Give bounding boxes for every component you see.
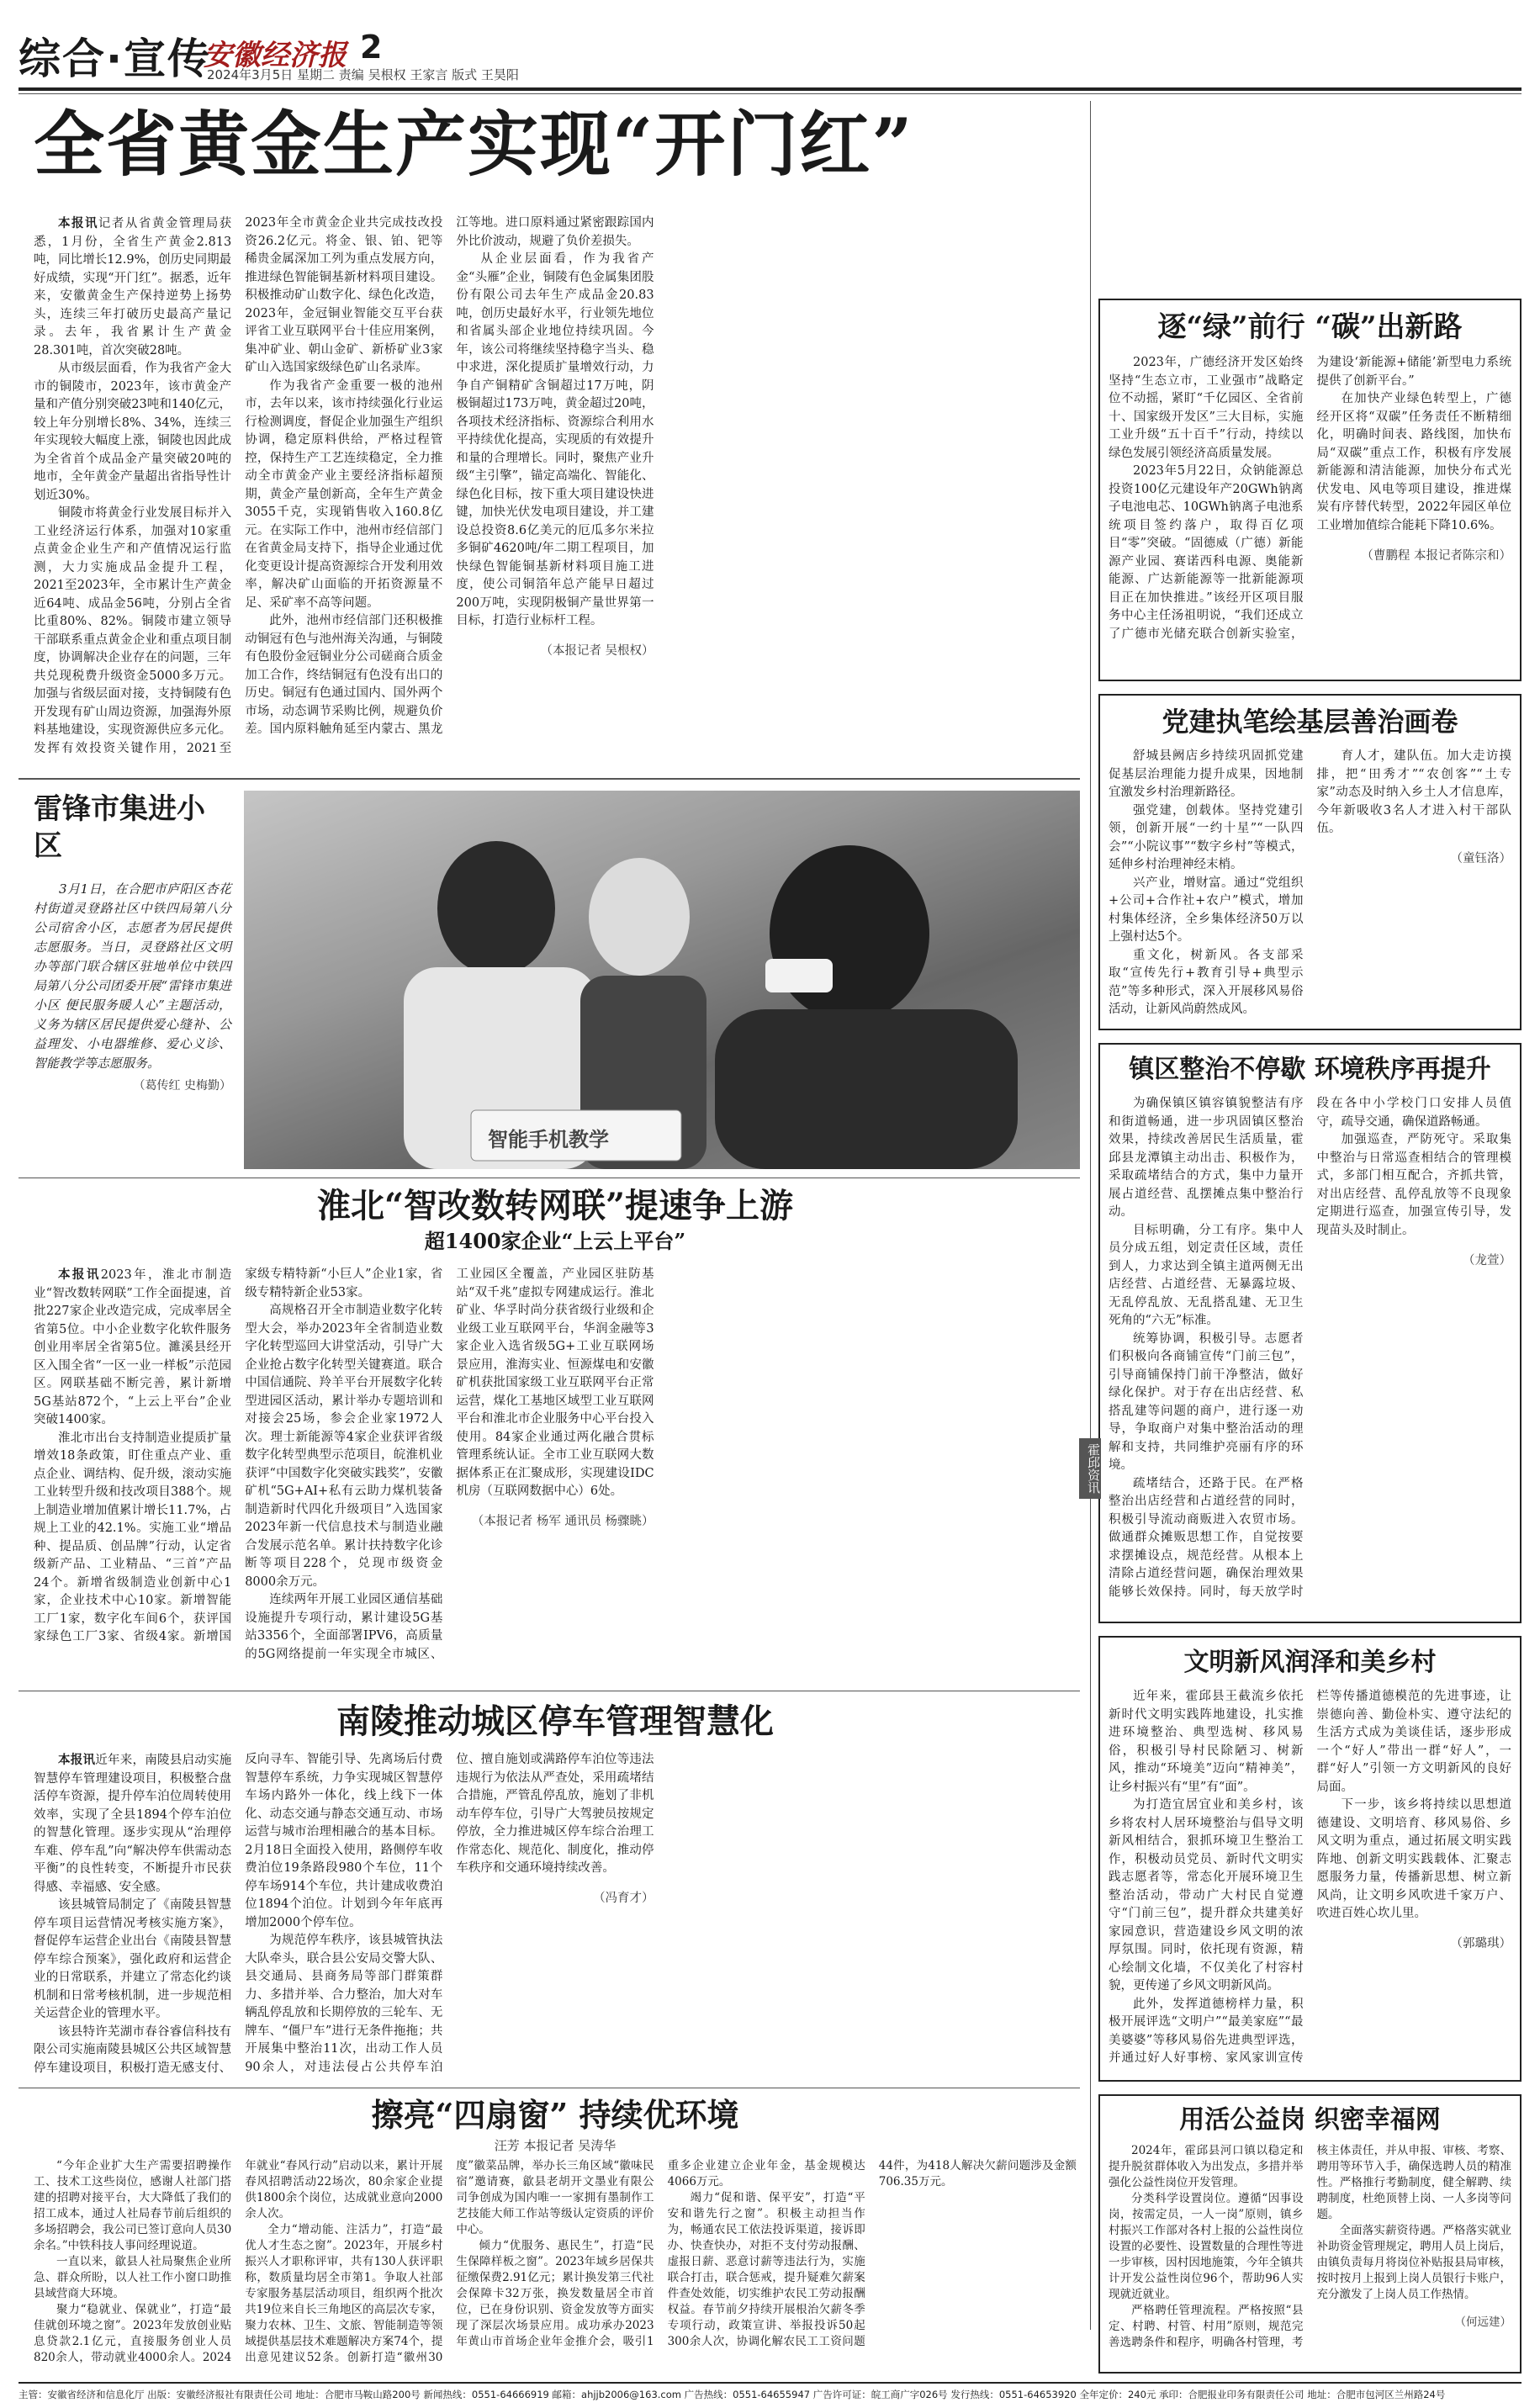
side-story-paragraph: 近年来，霍邱县王截流乡依托新时代文明实践阵地建设，扎实推进环境整治、典型选树、移风易俗，积极引导村民除陋习、树新风，推动“环境美”迈向“精神美”，让乡村振兴有“里”有“面”。 [1109, 1690, 1304, 1794]
nanling-paragraph: 近年来，南陵县启动实施智慧停车管理建设项目，积极整合盘活停车资源，提升停车泊位周转使用效率，实现了全县1894个停车泊位的智慧化管理。逐步实现从“治理停车难、停车乱”向“解决停车供需动态平衡”的良性转变，不断提升市民获得感、幸福感、安全感。 [34, 1754, 232, 1894]
side-story-paragraph: 2023年，广德经济开发区始终坚持“生态立市，工业强市”战略定位不动摇，紧盯“千亿园区、全省前十、国家级开发区”三大目标，实施工业升级“五十百千”行动，持续以绿色发展引领经济高质量发展。 [1109, 356, 1304, 460]
side-story-paragraph: 统筹协调，积极引导。志愿者们积极向各商铺宣传“门前三包”，引导商铺保持门前干净整洁，做好绿化保护。对于存在出店经营、私搭乱建等问题的商户，进行逐一劝导，争取商户对集中整治活动的理解和支持，共同维护亮丽有序的环境。 [1109, 1331, 1304, 1472]
chuanglian-title: 擦亮“四扇窗” 持续优环境 [371, 2096, 739, 2134]
side-story-paragraph: 下一步，该乡将持续以思想道德建设、文明培育、移风易俗、乡风文明为重点，通过拓展文明实践阵地、创新文明实践载体、汇聚志愿服务力量，传播新思想、树立新风尚，让文明乡风吹进千家万户、吹进百姓心坎儿里。 [1316, 1798, 1511, 1920]
column-divider [1090, 101, 1091, 2330]
lead-paragraph: 作为我省产金重要一极的池州市，去年以来，该市持续强化行业运行检测调度，督促企业加强生产组织协调，稳定原料供给，严格过程管控，保持生产工艺连续稳定，全力推动全市黄金产业主要经济指标超预期，黄金产量创新高，全年生产黄金3055千克，实现销售收入160.8亿元。在实际工作中，池州市经信部门在省黄金局支持下，指导企业通过优化变更设计提高资源综合开发利用效率，解决矿山面临的开拓资源量不足、采矿率不高等问题。 [245, 378, 443, 610]
lead-article [34, 214, 1077, 774]
side-story-title: 党建执笔绘基层善治画卷 [1162, 706, 1458, 738]
masthead-rule [19, 87, 1521, 91]
side-story-title: 逐“绿”前行 “碳”出新路 [1157, 310, 1463, 344]
side-story-public-welfare [1098, 2094, 1521, 2374]
chuanglian-paragraph: 竭力“促和谐、保平安”，打造“平安和谐先行之窗”。积极主动担当作为，畅通农民工依法投诉渠道，接诉即办、快查快办，对拒不支付劳动报酬、虚报日薪、恶意讨薪等违法行为，实施联合打击，联合惩戒，提升疑难欠薪案件查处效能，切实维护农民工劳动报酬权益。春节前夕持续开展根治欠薪冬季专项行动，政策宣讲、举报投诉50起300余人次，协调化解农民工工资问题44件，为418人解决欠薪问题涉及金额706.35万元。 [667, 2159, 1077, 2348]
side-story-paragraph: 2023年5月22日，众钠能源总投资100亿元建设年产20GWh钠离子电池电芯、10GWh钠离子电池系统项目签约落户，取得百亿项目“零”突破。“固德威（广德）新能源产业园、赛诺西科电源、奥能新能源、广达新能源等一批新能源项目正在加快推进。”该经开区项目服务中心主任汤祖明说，“我们还成立了广德市光储充联合创新实验室，为建设‘新能源+储能’新型电力系统提供了创新平台。” [1109, 356, 1511, 641]
side-story-paragraph: 为打造宜居宜业和美乡村，该乡将农村人居环境整治与倡导文明新风相结合，狠抓环境卫生整治工作，积极动员党员、新时代文明实践志愿者等，常态化开展环境卫生整治活动，带动广大村民自觉遵守“门前三包”，提升群众共建美好家园意识，营造建设乡风文明的浓厚氛围。同时，依托现有资源，精心绘制文化墙，不仅美化了村容村貌，更传递了乡风文明新风尚。 [1109, 1798, 1304, 1993]
section-label: 综合·宣传 [19, 34, 211, 83]
huaibei-subtitle: 超1400家企业“上云上平台” [424, 1229, 686, 1253]
footer-rule [19, 2382, 1521, 2384]
paper-name: 安徽经济报 [204, 39, 347, 72]
chuanglian-article [34, 2158, 1077, 2373]
photo-sign-text: 智能手机教学 [488, 1128, 609, 1151]
nanling-credit: （冯育才） [593, 1892, 654, 1905]
photo-illustration [244, 791, 1080, 1169]
nanling-paragraph: 该县特许芜湖市春谷睿信科技有限公司实施南陵县城区公共区域智慧停车建设项目，积极打造无感支付、反向寻车、智能引导、先离场后付费智慧停车系统，力争实现城区智慧停车场内路外一体化，线上线下一体化、动态交通与静态交通互动、市场运营与城市治理相融合的基本目标。2月18日全面投入使用，路侧停车收费泊位19条路段980个车位，11个停车场914个车位，共计建成收费泊位1894个泊位。计划到今年年底再增加2000个停车位。 [34, 1753, 443, 2075]
side-story-title: 镇区整治不停歇 环境秩序再提升 [1129, 1055, 1491, 1084]
side-story-town-renovation [1098, 1043, 1521, 1623]
photo-story-title: 雷锋市集进小区 [34, 792, 205, 863]
nanling-dateline: 本报讯 [58, 1753, 96, 1767]
masthead-rule-thin [19, 93, 1521, 94]
side-story-credit: （龙萱） [1463, 1253, 1511, 1268]
side-story-paragraph: 育人才，建队伍。加大走访摸排，把“田秀才”“农创客”“土专家”动态及时纳入乡土人才信息库，今年新吸收3名人才进入村干部队伍。 [1316, 749, 1511, 835]
side-story-paragraph: 全面落实薪资待遇。严格落实就业补助资金管理规定，聘用人员上岗后，由镇负责每月将岗位补贴报县局审核，按时按月上报到上岗人员银行卡账户，充分激发了上岗人员工作热情。 [1316, 2224, 1511, 2301]
side-story-green-development [1098, 299, 1521, 681]
photo-story-caption-block [34, 791, 231, 1169]
side-story-paragraph: 2024年，霍邱县河口镇以稳定和提升脱贫群体收入为出发点，多措并举强化公益性岗位开发管理。 [1109, 2144, 1304, 2189]
photo-story-text: 3月1日，在合肥市庐阳区杏花村街道灵登路社区中铁四局第八分公司宿舍小区，志愿者为居民提供志愿服务。当日，灵登路社区文明办等部门联合辖区驻地单位中铁四局第八分公司团委开展“雷锋市集进小区 便民服务暖人心”主题活动，义务为辖区居民提供爱心缝补、公益理发、小电器维修、爱心义诊、智能教学等志愿服务。 [34, 881, 231, 1071]
huaibei-paragraph: 高规格召开全市制造业数字化转型大会，举办2023年全省制造业数字化转型巡回大讲堂活动，引导广大企业抢占数字化转型关键赛道。联合中国信通院、羚羊平台开展数字化转型进园区活动，累计举办专题培训和对接会25场，参会企业家1972人次。理士新能源等4家企业获评省级数字化转型典型示范项目，皖淮机业获评“中国数字化突破实践奖”，安徽矿机“5G+AI+私有云助力煤机装备制造新时代四化升级项目”入选国家2023年新一代信息技术与制造业融合发展示范名单。累计扶持数字化诊断等项目228个，兑现市级资金8000余万元。 [245, 1304, 443, 1589]
footer-info: 主管：安徽省经济和信息化厅 出版：安徽经济报社有限责任公司 地址：合肥市马鞍山路200号 新闻热线：0551-64666919 邮箱：ahjjb2006@163.com 广告热线：0551-64655947 广告许可证：皖工商广字026号 发行热线：0551-64653920 全年定价：240元 承印：合肥报业印务有限责任公司 地址：合肥市包河区兰州路24号 [19, 2389, 1446, 2400]
chuanglian-paragraph: 倾力“优服务、惠民生”，打造“民生保障样板之窗”。2023年域乡居保共征缴保费2.91亿元；累计换发第三代社会保障卡32万张，换发数量居全市首位，已在身份识别、资金发放等方面实现了深层次场景应用。成功承办2023年黄山市首场企业年金推介会，吸引1重多企业建立企业年金，基金规模达4066万元。 [456, 2159, 865, 2348]
region-stamp: 霍邱资讯 [1079, 1438, 1101, 1499]
side-story-paragraph: 分类科学设置岗位。遵循“因事设岗，按需定员，一人一岗”原则，镇乡村振兴工作部对各村上报的公益性岗位设置的必要性、设置数量的合理性等进一步审核，因村因地施策，今年全镇共计开发公益性岗位96个，帮助96人实现就近就业。 [1109, 2192, 1304, 2301]
lead-paragraph: 记者从省黄金管理局获悉，1月份，全省生产黄金2.813吨，同比增长12.9%，创历史同期最好成绩，实现“开门红”。据悉，近年来，安徽黄金生产保持逆势上扬势头，连续三年打破历史最高产量记录。去年，我省累计生产黄金28.301吨，首次突破28吨。 [34, 217, 232, 357]
issue-meta: 2024年3月5日 星期二 责编 吴根权 王家言 版式 王昊阳 [207, 67, 519, 82]
section-rule [19, 778, 1080, 780]
huaibei-paragraph: 2023年，淮北市制造业“智改数转网联”工作全面提速，首批227家企业改造完成，完成率居全省第5位。中小企业数字化软件服务创业用率居全省第5位。濉溪县经开区入围全省“一区一业一样板”示范园区。网联基础不断完善，累计新增5G基站872个，“上云上平台”企业突破1400家。 [34, 1268, 232, 1426]
nanling-paragraph: 该县城管局制定了《南陵县智慧停车项目运营情况考核实施方案》，督促停车运营企业出台《南陵县智慧停车综合预案》，强化政府和运营企业的日常联系，并建立了常态化约谈机制和日常考核机制，进一步规范相关运营企业的管理水平。 [34, 1898, 232, 2020]
huaibei-article [34, 1266, 1077, 1678]
side-story-paragraph: 疏堵结合，还路于民。在严格整治出店经营和占道经营的同时，积极引导流动商贩进入农贸市场。做通群众摊贩思想工作，自觉按要求摆摊设点，规范经营。从根本上清除占道经营问题，确保治理效果能够长效保持。同时，每天放学时段在各中小学校门口安排人员值守，疏导交通，确保道路畅通。 [1109, 1097, 1511, 1599]
chuanglian-paragraph: 一直以来，歙县人社局聚焦企业所急、群众所盼，以人社工作小窗口助推县域营商大环境。 [34, 2255, 232, 2300]
side-story-title: 文明新风润泽和美乡村 [1183, 1648, 1437, 1677]
lead-paragraph: 从市级层面看，作为我省产金大市的铜陵市，2023年，该市黄金产量和产值分别突破23吨和140亿元，较上年分别增长8%、34%，连续三年实现较大幅度上涨，铜陵也因此成为全省首个成品金产量突破20吨的地市，全年黄金产量超出省指导性计划近30%。 [34, 362, 232, 502]
chuanglian-byline: 汪芳 本报记者 吴涛华 [494, 2138, 617, 2153]
chuanglian-paragraph: 全力“增动能、注活力”，打造“最优人才生态之窗”。2023年，开展乡村振兴人才职称评审，共有130人获评职称，数质量均居全市第1。争取人社部专家服务基层活动项目，组织两个批次共19位来自长三角地区的高层次专家，聚力农林、卫生、文旅、智能制造等领域提供基层技术难题解决方案74个，提出意见建议52条。创新打造“徽州30度”徽菜品牌，举办长三角区域“徽味民宿”邀请赛，歙县老胡开文墨业有限公司争创成为国内唯一一家拥有墨制作工艺技能大师工作站等级认定资质的评价中心。 [245, 2159, 654, 2364]
photo-volunteers [244, 791, 1080, 1169]
side-story-paragraph: 兴产业，增财富。通过“党组织+公司+合作社+农户”模式，增加村集体经济，全乡集体经济50万以上强村达5个。 [1109, 876, 1304, 944]
photo-story-credit: （葛传红 史梅勤） [133, 1079, 231, 1093]
side-story-paragraph: 重文化，树新风。各支部采取“宣传先行+教育引导+典型示范”等多种形式，深入开展移风易俗活动，让新风尚蔚然成风。 [1109, 948, 1304, 1016]
side-story-credit: （童钰洛） [1450, 852, 1511, 865]
nanling-paragraph: 为规范停车秩序，该县城管执法大队牵头，联合县公安局交警大队、县交通局、县商务局等部门群策群力、多措并举、合力整治，加大对车辆乱停乱放和长期停放的三轮车、无牌车、“僵尸车”进行无条件拖拖；共开展集中整治11次，出动工作人员90余人，对违法侵占公共停车泊位、擅自施划或满路停车泊位等违法违规行为依法从严查处，采用疏堵结合措施，严管乱停乱放，施划了非机动车停车位，引导广大驾驶员按规定停放，全力推进城区停车综合治理工作常态化、规范化、制度化，推动停车秩序和交通环境持续改善。 [245, 1753, 654, 2074]
side-story-paragraph: 强党建，创载体。坚持党建引领，创新开展“一约十星”“一队四会”“小院议事”“数字乡村”等模式，延伸乡村治理神经末梢。 [1109, 803, 1304, 871]
side-story-paragraph: 舒城县阙店乡持续巩固抓党建促基层治理能力提升成果，因地制宜激发乡村治理新路径。 [1109, 749, 1304, 799]
lead-paragraph: 铜陵市将黄金行业发展目标并入工业经济运行体系，加强对10家重点黄金企业生产和产值情况运行监测，大力实施成品金提升工程，2021至2023年，全市累计生产黄金近64吨、成品金56吨，分别占全省比重80%、82%。铜陵市建立领导干部联系重点黄金企业和重点项目制度，协调解决企业存在的问题，三年共兑现税费升级资金5000多万元。加强与省级层面对接，支持铜陵有色开发现有矿山周边资源，加强海外原料基地建设，实现资源供应多元化。发挥有效投资关键作用，2021至2023年全市黄金企业共完成技改投资26.2亿元。将金、银、铂、钯等稀贵金属深加工列为重点发展方向，推进绿色智能铜基新材料项目建设。积极推动矿山数字化、绿色化改造，2023年，金冠铜业智能交互平台获评省工业互联网平台十佳应用案例，集冲矿业、朝山金矿、新桥矿业3家矿山入选国家级绿色矿山名录库。 [34, 216, 443, 755]
side-story-credit: （郭璐琪） [1450, 1937, 1511, 1950]
nanling-article [34, 1751, 1077, 2079]
side-story-paragraph: 在加快产业绿色转型上，广德经开区将“双碳”任务责任不断精细化，明确时间表、路线图，加快布局“双碳”重点工作，积极有序发展新能源和清洁能源，加快分布式光伏发电、风电等项目建设，推进煤炭有序替代转型，2022年园区单位工业增加值综合能耗下降10.6%。 [1316, 392, 1511, 532]
side-story-paragraph: 严格聘任管理流程。严格按照“县定、村聘、村管、村用”原则，规范完善选聘条件和程序，明确各村管理，考核主体责任，并从申报、审核、考察、聘用等环节入手，确保选聘人员的精准性。严格推行考勤制度，健全解聘、续聘制度，杜绝顶替上岗、一人多岗等问题。 [1109, 2144, 1511, 2349]
lead-paragraph: 此外，池州市经信部门还积极推动铜冠有色与池州海关沟通，与铜陵有色股份金冠铜业分公司磋商合质金加工合作，终结铜冠有色没有出口的历史。铜冠有色通过国内、国外两个市场，动态调节采购比例，规避负价差。国内原料触角延至内蒙古、黑龙江等地。进口原料通过紧密跟踪国内外比价波动，规避了负价差损失。 [245, 216, 654, 736]
side-story-civilization [1098, 1636, 1521, 2082]
side-story-paragraph: 为确保镇区镇容镇貌整洁有序和街道畅通，进一步巩固镇区整治效果，持续改善居民生活质量，霍邱县龙潭镇主动出击、积极作为，采取疏堵结合的方式，集中力量开展占道经营、乱摆摊点集中整治行动。 [1109, 1097, 1304, 1219]
side-story-party-building [1098, 694, 1521, 1030]
huaibei-paragraph: 连续两年开展工业园区通信基础设施提升专项行动，累计建设5G基站3356个，全面部署IPV6，高质量的5G网络提前一年实现全市城区、工业园区全覆盖，产业园区驻防基站“双千兆”虚拟专网建成运行。淮北矿业、华孚时尚分获省级行业级和企业级工业互联网平台，华润金融等3家企业入选省级5G+工业互联网场景应用，淮海实业、恒源煤电和安徽矿机获批国家级工业互联网平台正常运营，煤化工基地区域型工业互联网平台和淮北市企业服务中心平台投入使用。84家企业通过两化融合贯标管理系统认证。全市工业互联网大数据体系正在汇聚成形，实现建设IDC机房（互联网数据中心）6处。 [245, 1268, 654, 1661]
huaibei-title: 淮北“智改数转网联”提速争上游 [316, 1186, 793, 1225]
chuanglian-paragraph: 聚力“稳就业、保就业”，打造“最佳就创环境之窗”。2023年发放创业贴息贷款2.1亿元，直接服务创业人员820余人，带动就业4000余人。2024年就业“春风行动”启动以来，累计开展春风招聘活动22场次，80余家企业提供1800余个岗位，达成就业意向2000余人次。 [34, 2159, 443, 2364]
side-story-title: 用活公益岗 织密幸福网 [1179, 2105, 1441, 2135]
chuanglian-paragraph: “今年企业扩大生产需要招聘操作工、技术工这些岗位，感谢人社部门搭建的招聘对接平台，大大降低了我们的招工成本，通过人社局春节前后组织的多场招聘会，我公司已签订意向人员30余名。”中铁科技人事问经理说道。 [34, 2159, 232, 2252]
nanling-title: 南陵推动城区停车管理智慧化 [336, 1701, 774, 1741]
main-headline: 全省黄金生产实现“开门红” [34, 103, 914, 186]
side-story-paragraph: 加强巡查，严防死守。采取集中整治与日常巡查相结合的管理模式，多部门相互配合，齐抓共管，对出店经营、乱停乱放等不良现象定期进行巡查，加强宣传引导，发现苗头及时制止。 [1316, 1133, 1511, 1237]
lead-paragraph: 从企业层面看，作为我省产金“头雁”企业，铜陵有色金属集团股份有限公司去年生产成品金20.83吨，创历史最好水平，行业领先地位和省属头部企业地位持续巩固。今年，该公司将继续坚持稳字当头、稳中求进，深化提质扩量增效行动，力争自产铜精矿含铜超过17万吨，阴极铜超过173万吨，黄金超过20吨，各项技术经济指标、资源综合利用水平持续优化提高，实现质的有效提升和量的合理增长。同时，聚焦产业升级“主引擎”，锚定高端化、智能化、绿色化目标，按下重大项目建设快进键，加快光伏发电项目建设，并工建设总投资8.6亿美元的厄瓜多尔米拉多铜矿4620吨/年二期工程项目，加快绿色智能铜基新材料项目施工进度，使公司铜箔年总产能早日超过200万吨，实现阴极铜产量世界第一目标，打造行业标杆工程。 [456, 252, 654, 627]
lead-dateline: 本报讯 [58, 216, 98, 230]
huaibei-paragraph: 淮北市出台支持制造业提质扩量增效18条政策，盯住重点产业、重点企业、调结构、促升级，滚动实施工业转型升级和技改项目388个。规上制造业增加值累计增长11.7%，占规上工业的42.1%。实施工业“增品种、提品质、创品牌”行动，认定省级新产品、工业精品、“三首”产品24个。新增省级制造业创新中心1家，企业技术中心10家。新增智能工厂1家，数字化车间6个，获评国家绿色工厂3家、省级4家。新增国家级专精特新“小巨人”企业1家，省级专精特新企业53家。 [34, 1268, 443, 1643]
side-story-paragraph: 此外，发挥道德榜样力量，积极开展评选“文明户”“最美家庭”“最美婆婆”等移风易俗先进典型评选，并通过好人好事榜、家风家训宣传栏等传播道德模范的先进事迹，让崇德向善、勤俭朴实、遵守法纪的生活方式成为美谈佳话，逐步形成一个“好人”带出一群“好人”，一群“好人”引领一方文明新风的良好局面。 [1109, 1690, 1511, 2065]
huaibei-dateline: 本报讯 [58, 1268, 101, 1282]
huaibei-credit: （本报记者 杨军 通讯员 杨骤眺） [471, 1515, 654, 1528]
page-number: 2 [360, 29, 383, 66]
lead-credit: （本报记者 吴根权） [540, 644, 654, 658]
side-story-paragraph: 目标明确，分工有序。集中人员分成五组，划定责任区域，责任到人，力求达到全镇主道两侧无出店经营、占道经营、无暴露垃圾、无乱停乱放、无乱搭乱建、无卫生死角的“六无”标准。 [1109, 1223, 1304, 1327]
side-story-credit: （何远建） [1454, 2315, 1511, 2329]
side-story-credit: （曹鹏程 本报记者陈宗和） [1361, 548, 1511, 563]
